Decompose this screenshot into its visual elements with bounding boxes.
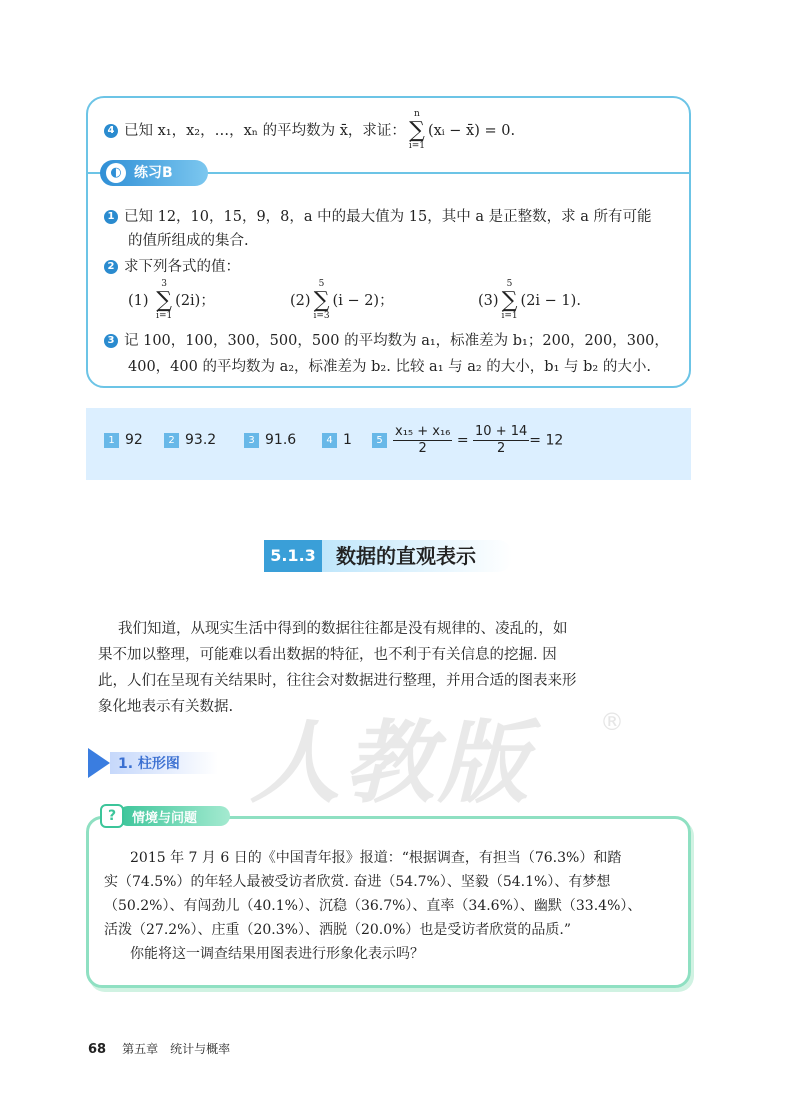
scenario-line: 2015 年 7 月 6 日的《中国青年报》报道：“根据调查，有担当（76.3%）和踏 [130,850,622,866]
sum-expression-1 [128,279,215,321]
scenario-line: 活泼（27.2%）、庄重（20.3%）、洒脱（20.0%）也是受访者欣赏的品质.” [104,922,572,938]
scenario-text [104,846,684,966]
scenario-line: 你能将这一调查结果用图表进行形象化表示吗？ [130,946,424,962]
chapter-title: 第五章 统计与概率 [122,1042,231,1056]
sum-upper: n [414,109,420,119]
fraction-denominator: 2 [497,441,506,456]
watermark: 人教版 [250,710,532,816]
subsection-label: 1. 柱形图 [118,756,180,772]
sum-prefix: (2) [290,293,311,309]
answer-value: 93.2 [185,432,217,448]
sum-upper: 3 [161,279,168,289]
answer-number-badge: 4 [322,433,337,448]
summation-symbol: n ∑ i=1 [406,120,428,142]
fraction-numerator: 10 + 14 [475,424,528,439]
practice-item-3 [104,330,669,352]
paragraph-line: 果不加以整理，可能难以看出数据的特征，也不利于有关信息的挖掘. 因 [98,647,557,663]
answer-number-badge: 1 [104,433,119,448]
sum-expr: (2i − 1). [520,293,581,309]
sum-upper: 5 [318,279,325,289]
practice-b-label: 练习B [134,165,173,181]
answer-2 [164,432,216,448]
item-1-line-1: 已知 12，10，15，9，8，a 中的最大值为 15，其中 a 是正整数，求 a 所有可能 [124,209,652,225]
scenario-line: （50.2%）、有闯劲儿（40.1%）、沉稳（36.7%）、直率（34.6%）、幽默（33.4%）、 [104,898,642,914]
page-number: 68 [88,1042,107,1057]
page-footer [88,1040,230,1057]
answer-1 [104,432,143,448]
subsection-tag [88,748,218,778]
sum-prefix: (1) [128,293,149,309]
answer-result: = 12 [529,432,564,449]
answer-number-badge: 3 [244,433,259,448]
scenario-tag [100,804,230,828]
sum-expr: (i − 2)； [332,293,394,309]
registered-mark: ® [600,708,624,736]
answer-5: 5 $\frac{\text{x₁₅ + x₁₆}}{2}$ = $\frac{10 + 14}{2}$ = 12 [372,424,563,457]
answer-value: 91.6 [265,432,297,448]
answer-number-badge: 5 [372,433,387,448]
item-3-line-2: 400，400 的平均数为 a₂，标准差为 b₂. 比较 a₁ 与 a₂ 的大小，b₁ 与 b₂ 的大小. [128,359,651,375]
paragraph-line: 此，人们在呈现有关结果时，往往会对数据进行整理，并用合适的图表来形 [98,673,577,689]
paragraph-line: 我们知道，从现实生活中得到的数据往往都是没有规律的、凌乱的，如 [118,621,568,637]
intro-paragraph [98,616,608,720]
fraction-2 [473,424,529,457]
sum-prefix: (3) [478,293,499,309]
summation-symbol: 3 ∑ i=1 [153,290,175,312]
sum-lower: i=1 [408,141,426,151]
fraction-1 [393,424,452,457]
answer-number-badge: 2 [164,433,179,448]
item-4-text: 已知 x₁，x₂，…，xₙ 的平均数为 x̄，求证： [124,123,406,139]
summation-symbol: 5 ∑ i=3 [311,290,333,312]
fraction-denominator: 2 [418,441,427,456]
sum-lower: i=1 [501,311,518,321]
paragraph-line: 象化地表示有关数据. [98,699,234,715]
item-2-text: 求下列各式的值： [124,259,240,275]
item-number-badge: 1 [104,210,118,224]
sum-lower: i=1 [156,311,173,321]
sum-lower: i=3 [313,311,330,321]
answer-3 [244,432,296,448]
item-3-line-1: 记 100，100，300，500，500 的平均数为 a₁，标准差为 b₁；200，200，300， [124,333,669,349]
item-number-badge: 2 [104,260,118,274]
scenario-label: 情境与问题 [132,811,198,826]
practice-b-tag [100,160,208,186]
sum-upper: 5 [506,279,513,289]
item-1-line-2: 的值所组成的集合. [128,233,249,249]
summation-symbol: 5 ∑ i=1 [499,290,521,312]
globe-icon: ◐ [106,163,126,183]
section-title: 数据的直观表示 [336,544,476,568]
sum-expression-2 [290,279,394,321]
arrow-icon [88,748,110,778]
answer-value: 92 [125,432,143,448]
item-number-badge: 3 [104,334,118,348]
item-4-expr: (xᵢ − x̄) = 0. [427,123,516,139]
answer-value: 1 [343,432,352,448]
answers-strip [86,408,691,480]
answer-4 [322,432,352,448]
item-number-badge: 4 [104,124,118,138]
exercise-item-4 [104,109,516,151]
question-icon: ? [100,804,124,828]
sum-expr: (2i)； [175,293,215,309]
scenario-line: 实（74.5%）的年轻人最被受访者欣赏. 奋进（54.7%）、坚毅（54.1%）、有梦想 [104,874,611,890]
practice-item-1 [104,206,651,228]
fraction-numerator: x₁₅ + x₁₆ [395,424,451,439]
section-number: 5.1.3 [264,540,322,572]
practice-item-2 [104,256,240,278]
sum-expression-3 [478,279,581,321]
